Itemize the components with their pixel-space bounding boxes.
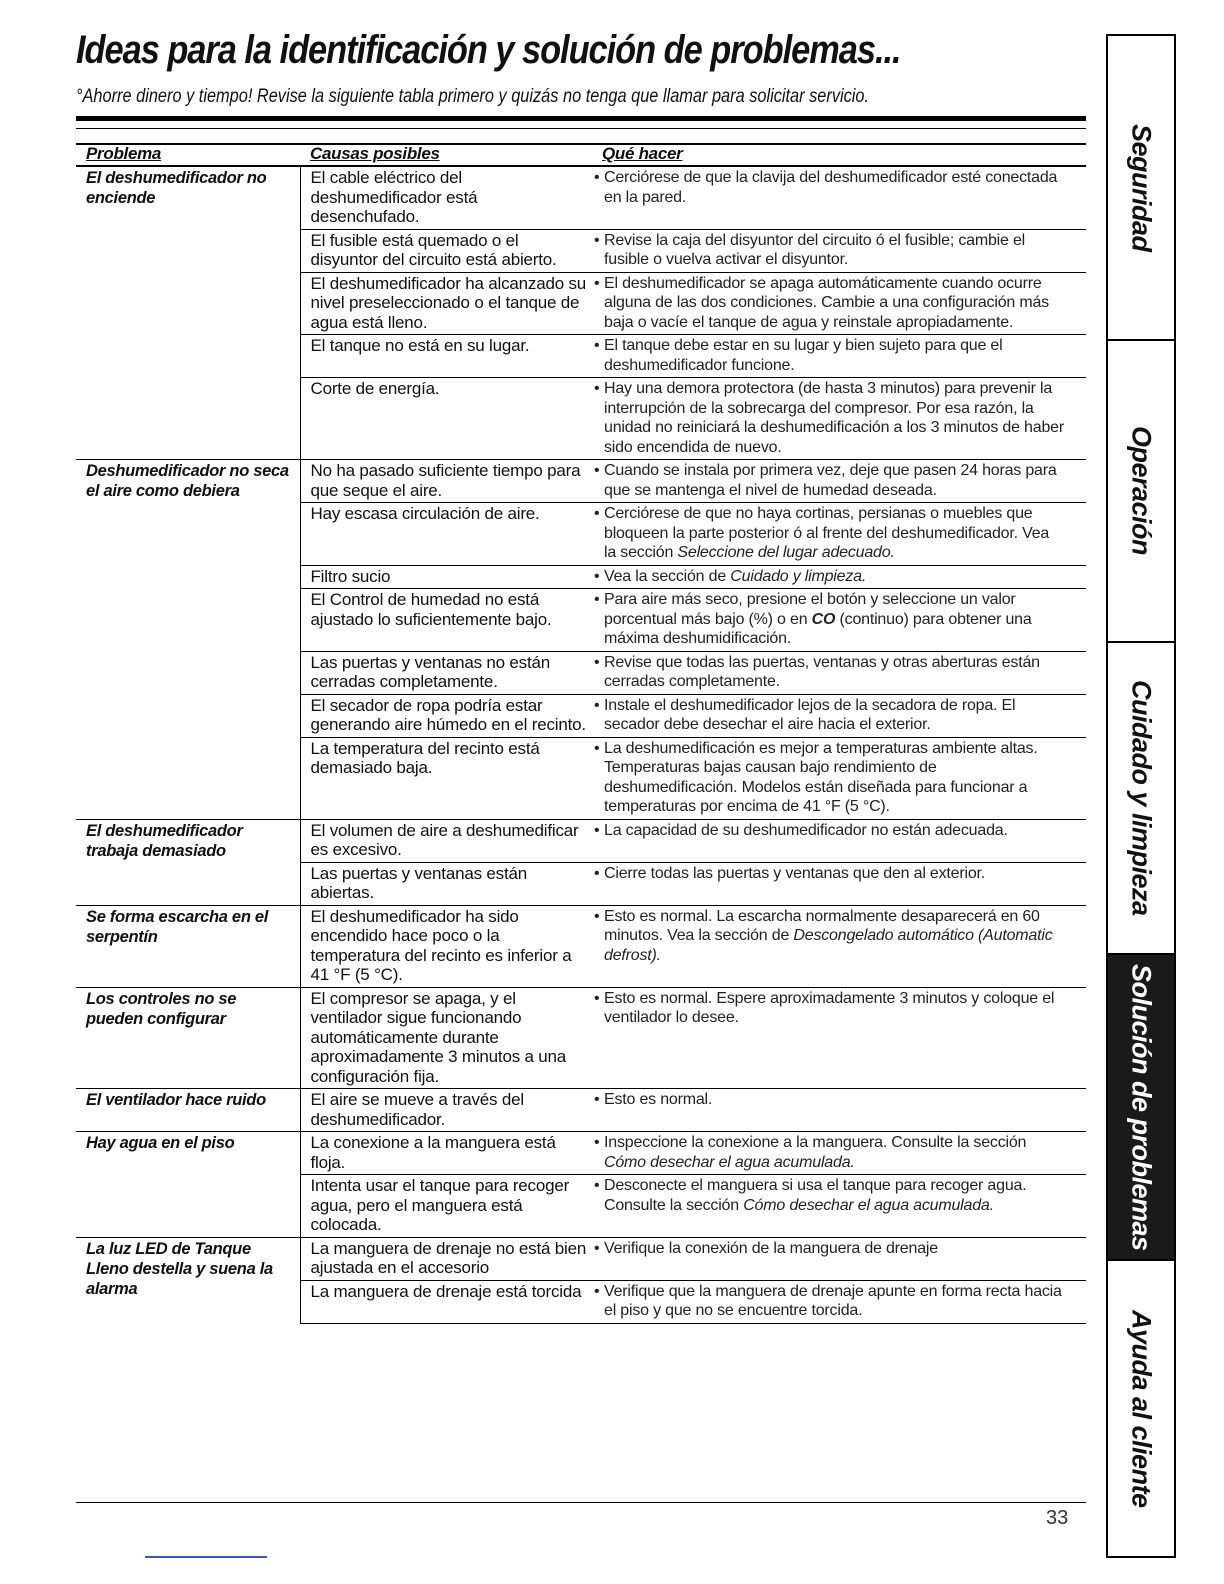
solution-text: Cerciórese de que la clavija del deshumedificador esté conectada en la pared. bbox=[604, 169, 1058, 206]
cause-cell: Corte de energía. bbox=[300, 378, 592, 460]
cause-cell: No ha pasado suficiente tiempo para que seque el aire. bbox=[300, 460, 592, 503]
solution-text: La deshumedificación es mejor a temperaturas ambiente altas. Temperaturas bajas causan bajo rendimiento de deshumedificación. Modelos están diseñada para funcionar a temperaturas por encima de 41 °F (5 °C). bbox=[604, 739, 1038, 815]
solution-text: Revise la caja del disyuntor del circuito ó el fusible; cambie el fusible o vuelva activar el disyuntor. bbox=[604, 231, 1025, 268]
continuous-symbol: CO bbox=[811, 610, 836, 628]
solution-cell bbox=[592, 378, 1086, 460]
table-row bbox=[76, 905, 1086, 987]
solution-text bbox=[604, 590, 1064, 649]
bullet-icon: • bbox=[594, 591, 600, 608]
header-todo: Qué hacer bbox=[592, 144, 1086, 166]
solution-text-part: Cerciórese de que no haya cortinas, persianas o muebles que bloqueen la parte posterior ó al frente del deshumedificador. Vea la sección bbox=[604, 505, 1050, 561]
header-problem: Problema bbox=[76, 144, 300, 166]
solution-cell bbox=[592, 565, 1086, 589]
solution-cell bbox=[592, 987, 1086, 1089]
cause-cell: La conexione a la manguera está floja. bbox=[300, 1132, 592, 1175]
tab-operacion[interactable] bbox=[1108, 341, 1174, 643]
problem-cell: Deshumedificador no seca el aire como debiera bbox=[76, 460, 300, 820]
cause-cell: El compresor se apaga, y el ventilador sigue funcionando automáticamente durante aproximadamente 3 minutos a una configuración fija. bbox=[300, 987, 592, 1089]
table-row bbox=[76, 819, 1086, 862]
solution-text: Cierre todas las puertas y ventanas que den al exterior. bbox=[604, 864, 986, 882]
solution-text: Esto es normal. Espere aproximadamente 3 minutos y coloque el ventilador lo desee. bbox=[604, 989, 1055, 1026]
cause-cell: La manguera de drenaje no está bien ajustada en el accesorio bbox=[300, 1237, 592, 1280]
solution-cell bbox=[592, 862, 1086, 905]
solution-cell bbox=[592, 166, 1086, 229]
table-row bbox=[76, 1089, 1086, 1132]
bullet-icon: • bbox=[594, 380, 600, 397]
solution-cell bbox=[592, 589, 1086, 652]
bullet-icon: • bbox=[594, 1239, 600, 1257]
solution-text: Instale el deshumedificador lejos de la secadora de ropa. El secador debe desechar el aire hacia el exterior. bbox=[604, 696, 1016, 733]
bullet-icon: • bbox=[594, 231, 600, 249]
section-sidebar bbox=[1106, 34, 1176, 1558]
cause-cell: Las puertas y ventanas no están cerradas completamente. bbox=[300, 651, 592, 694]
tab-label: Operación bbox=[1126, 426, 1157, 556]
cause-cell: El secador de ropa podría estar generando aire húmedo en el recinto. bbox=[300, 694, 592, 737]
solution-text: Esto es normal. bbox=[604, 1091, 713, 1108]
troubleshooting-table bbox=[76, 143, 1086, 1324]
bullet-icon: • bbox=[594, 989, 600, 1007]
solution-text: La capacidad de su deshumedificador no están adecuada. bbox=[604, 821, 1008, 839]
solution-text: Verifique la conexión de la manguera de drenaje bbox=[604, 1239, 938, 1257]
solution-text: El deshumedificador se apaga automáticamente cuando ocurre alguna de las dos condiciones. Cambie a una configuración más baja o vacíe el tanque de agua y reinstale apropiadamente. bbox=[604, 274, 1049, 331]
solution-cell bbox=[592, 1175, 1086, 1238]
solution-text-part: Vea la sección de bbox=[604, 567, 731, 585]
solution-cell bbox=[592, 229, 1086, 272]
tab-cuidado-y-limpieza[interactable] bbox=[1108, 643, 1174, 955]
bullet-icon: • bbox=[594, 864, 600, 882]
bullet-icon: • bbox=[594, 1282, 600, 1300]
solution-text-part: (continuo) para obtener una máxima deshumidificación. bbox=[604, 610, 1032, 647]
bullet-icon: • bbox=[594, 739, 600, 757]
cause-cell: Las puertas y ventanas están abiertas. bbox=[300, 862, 592, 905]
cause-cell: Hay escasa circulación de aire. bbox=[300, 503, 592, 566]
table-body bbox=[76, 166, 1086, 1323]
tab-label: Ayuda al cliente bbox=[1126, 1309, 1157, 1508]
table-header-row bbox=[76, 144, 1086, 166]
solution-text bbox=[604, 907, 1064, 966]
table-row bbox=[76, 1132, 1086, 1175]
header-rule-thin bbox=[76, 128, 1086, 129]
solution-cell bbox=[592, 737, 1086, 819]
solution-text-part: Esto es normal. La escarcha normalmente desaparecerá en 60 minutos. Vea la sección de bbox=[604, 907, 1040, 944]
tab-label: Solución de problemas bbox=[1126, 963, 1157, 1251]
bullet-icon: • bbox=[594, 1134, 600, 1151]
solution-text bbox=[604, 1176, 1064, 1215]
tab-label: Cuidado y limpieza bbox=[1126, 680, 1157, 916]
cause-cell: El volumen de aire a deshumedificar es excesivo. bbox=[300, 819, 592, 862]
cause-cell: El tanque no está en su lugar. bbox=[300, 335, 592, 378]
page-number: 33 bbox=[1046, 1507, 1069, 1529]
problem-cell: El deshumedificador trabaja demasiado bbox=[76, 819, 300, 905]
solution-text: Cuando se instala por primera vez, deje que pasen 24 horas para que se mantenga el nivel de humedad deseada. bbox=[604, 462, 1057, 499]
problem-cell: Se forma escarcha en el serpentín bbox=[76, 905, 300, 987]
bullet-icon: • bbox=[594, 505, 600, 522]
cause-cell: La manguera de drenaje está torcida bbox=[300, 1280, 592, 1323]
bullet-icon: • bbox=[594, 653, 600, 671]
header-causes: Causas posibles bbox=[300, 144, 592, 166]
solution-cell bbox=[592, 819, 1086, 862]
solution-text-part: Inspeccione la conexione a la manguera. Consulte la sección bbox=[604, 1134, 1027, 1151]
bullet-icon: • bbox=[594, 1091, 600, 1108]
solution-cell bbox=[592, 1132, 1086, 1175]
cause-cell: El Control de humedad no está ajustado lo suficientemente bajo. bbox=[300, 589, 592, 652]
page-title: Ideas para la identificación y solución de problemas... bbox=[76, 28, 901, 72]
bullet-icon: • bbox=[594, 169, 600, 186]
bullet-icon: • bbox=[594, 1177, 600, 1194]
header-rule-thick bbox=[76, 116, 1086, 121]
tab-label: Seguridad bbox=[1126, 123, 1157, 252]
bullet-icon: • bbox=[594, 462, 600, 479]
table-row bbox=[76, 460, 1086, 503]
solution-text bbox=[604, 504, 1064, 563]
footer-link-line bbox=[145, 1556, 267, 1558]
cause-cell: La temperatura del recinto está demasiado baja. bbox=[300, 737, 592, 819]
problem-cell: Hay agua en el piso bbox=[76, 1132, 300, 1238]
tab-seguridad[interactable] bbox=[1108, 36, 1174, 341]
section-reference: Cómo desechar el agua acumulada. bbox=[604, 1153, 855, 1171]
cause-cell: Intenta usar el tanque para recoger agua, pero el manguera está colocada. bbox=[300, 1175, 592, 1238]
bullet-icon: • bbox=[594, 567, 600, 585]
section-reference: Cuidado y limpieza. bbox=[730, 567, 867, 585]
solution-text: Verifique que la manguera de drenaje apunte en forma recta hacia el piso y que no se encuentre torcida. bbox=[604, 1282, 1062, 1319]
table-row bbox=[76, 166, 1086, 229]
bullet-icon: • bbox=[594, 274, 600, 292]
solution-cell bbox=[592, 905, 1086, 987]
section-reference: Cómo desechar el agua acumulada. bbox=[743, 1196, 994, 1214]
cause-cell: El deshumedificador ha sido encendido hace poco o la temperatura del recinto es inferior a 41 °F (5 °C). bbox=[300, 905, 592, 987]
problem-cell: Los controles no se pueden configurar bbox=[76, 987, 300, 1089]
solution-cell bbox=[592, 694, 1086, 737]
solution-text-part: Para aire más seco, presione el botón y seleccione un valor porcentual más bajo (%) o en bbox=[604, 591, 1016, 628]
solution-cell bbox=[592, 503, 1086, 566]
solution-text bbox=[604, 567, 1064, 587]
solution-cell bbox=[592, 1089, 1086, 1132]
section-reference: Descongelado automático (Automatic defrost). bbox=[604, 927, 1053, 964]
bullet-icon: • bbox=[594, 907, 600, 925]
bullet-icon: • bbox=[594, 696, 600, 714]
solution-text: Revise que todas las puertas, ventanas y otras aberturas están cerradas completamente. bbox=[604, 653, 1040, 690]
solution-cell bbox=[592, 1280, 1086, 1323]
bullet-icon: • bbox=[594, 337, 600, 354]
problem-cell: La luz LED de Tanque Lleno destella y suena la alarma bbox=[76, 1237, 300, 1323]
problem-cell: El ventilador hace ruido bbox=[76, 1089, 300, 1132]
solution-cell bbox=[592, 460, 1086, 503]
solution-cell bbox=[592, 335, 1086, 378]
solution-cell bbox=[592, 651, 1086, 694]
solution-text: Hay una demora protectora (de hasta 3 minutos) para prevenir la interrupción de la sobrecarga del compresor. Por esa razón, la unidad no reiniciará la deshumedificación a los 3 minutos de haber sido encendida de nuevo. bbox=[604, 380, 1064, 456]
cause-cell: El cable eléctrico del deshumedificador está desenchufado. bbox=[300, 166, 592, 229]
cause-cell: El aire se mueve a través del deshumedificador. bbox=[300, 1089, 592, 1132]
problem-cell: El deshumedificador no enciende bbox=[76, 166, 300, 460]
solution-cell bbox=[592, 272, 1086, 335]
bottom-rule bbox=[76, 1502, 1086, 1503]
section-reference: Seleccione del lugar adecuado. bbox=[677, 544, 895, 561]
table-row bbox=[76, 1237, 1086, 1280]
solution-text-part: Desconecte el manguera si usa el tanque para recoger agua. Consulte la sección bbox=[604, 1177, 1027, 1214]
solution-text bbox=[604, 1133, 1064, 1172]
tab-solucion-de-problemas[interactable] bbox=[1108, 955, 1174, 1261]
page-subtitle: °Ahorre dinero y tiempo! Revise la siguiente tabla primero y quizás no tenga que llamar para solicitar servicio. bbox=[76, 86, 870, 107]
solution-text: El tanque debe estar en su lugar y bien sujeto para que el deshumedificador funcione. bbox=[604, 337, 1003, 374]
table-row bbox=[76, 987, 1086, 1089]
cause-cell: Filtro sucio bbox=[300, 565, 592, 589]
cause-cell: El deshumedificador ha alcanzado su nivel preseleccionado o el tanque de agua está lleno. bbox=[300, 272, 592, 335]
bullet-icon: • bbox=[594, 821, 600, 839]
solution-cell bbox=[592, 1237, 1086, 1280]
tab-ayuda-al-cliente[interactable] bbox=[1108, 1261, 1174, 1556]
cause-cell: El fusible está quemado o el disyuntor del circuito está abierto. bbox=[300, 229, 592, 272]
